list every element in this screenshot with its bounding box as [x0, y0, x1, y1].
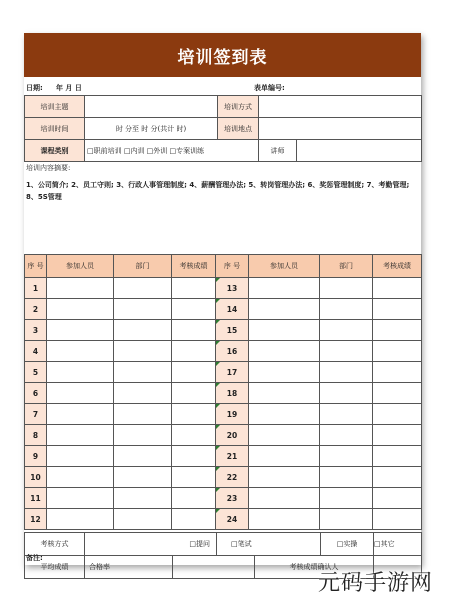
score-cell[interactable] — [373, 320, 422, 341]
score-cell[interactable] — [373, 404, 422, 425]
row-number — [25, 341, 47, 362]
department-cell[interactable] — [320, 404, 373, 425]
date-label: 日期: — [26, 84, 43, 92]
row-number — [25, 425, 47, 446]
assess-option-written[interactable]: □笔试 — [217, 533, 321, 556]
participant-cell[interactable] — [249, 488, 320, 509]
score-cell[interactable] — [172, 320, 216, 341]
participant-cell[interactable] — [249, 299, 320, 320]
location-label: 培训地点 — [218, 118, 259, 140]
participant-cell[interactable] — [249, 362, 320, 383]
table-row — [25, 278, 422, 299]
table-row — [25, 425, 422, 446]
participant-cell[interactable] — [47, 341, 114, 362]
pass-label: 合格率 — [85, 556, 173, 579]
department-cell[interactable] — [114, 425, 172, 446]
cell-flag-icon — [216, 362, 220, 366]
avg-label: 平均成绩 — [25, 556, 85, 579]
score-cell[interactable] — [373, 467, 422, 488]
score-cell[interactable] — [172, 299, 216, 320]
cell-flag-icon — [216, 488, 220, 492]
participant-cell[interactable] — [47, 404, 114, 425]
attendance-header-cell: 部门 — [320, 255, 373, 278]
score-cell[interactable] — [373, 299, 422, 320]
row-number-label: 13 — [226, 283, 238, 293]
table-row — [25, 446, 422, 467]
row-number-label: 5 — [32, 367, 39, 377]
participant-cell[interactable] — [249, 383, 320, 404]
attendance-header-cell: 考核成绩 — [373, 255, 422, 278]
score-cell[interactable] — [172, 404, 216, 425]
time-label: 培训时间 — [25, 118, 85, 140]
method-field[interactable] — [259, 96, 422, 118]
score-cell[interactable] — [172, 467, 216, 488]
training-contents — [26, 159, 419, 253]
row-number — [216, 362, 249, 383]
assess-label: 考核方式 — [25, 533, 85, 556]
department-cell[interactable] — [320, 299, 373, 320]
row-number — [216, 488, 249, 509]
row-number-label: 3 — [32, 325, 39, 335]
attendance-header-cell: 序 号 — [25, 255, 47, 278]
row-number — [216, 446, 249, 467]
lecturer-label: 讲师 — [259, 140, 297, 162]
score-cell[interactable] — [373, 341, 422, 362]
participant-cell[interactable] — [47, 320, 114, 341]
table-row — [25, 362, 422, 383]
attendance-table — [24, 254, 422, 530]
assess-option-ask[interactable]: □提问 — [85, 533, 217, 556]
row-number-label: 7 — [32, 409, 39, 419]
cell-flag-icon — [216, 404, 220, 408]
table-row — [25, 509, 422, 530]
row-number-label: 15 — [226, 325, 238, 335]
score-cell[interactable] — [172, 383, 216, 404]
table-row — [25, 467, 422, 488]
row-number — [216, 299, 249, 320]
department-cell[interactable] — [114, 341, 172, 362]
participant-cell[interactable] — [47, 446, 114, 467]
row-number-label: 19 — [226, 409, 238, 419]
row-number-label: 22 — [226, 472, 238, 482]
score-cell[interactable] — [172, 278, 216, 299]
category-options[interactable]: □职前培训 □内训 □外训 □专案训练 — [85, 140, 259, 162]
department-cell[interactable] — [114, 299, 172, 320]
meta-row — [26, 82, 419, 94]
row-number-label: 1 — [32, 283, 39, 293]
department-cell[interactable] — [320, 509, 373, 530]
row-number-label: 20 — [226, 430, 238, 440]
participant-cell[interactable] — [47, 362, 114, 383]
cell-flag-icon — [216, 467, 220, 471]
date-parts: 年 月 日 — [56, 84, 82, 92]
row-number — [216, 425, 249, 446]
method-label: 培训方式 — [218, 96, 259, 118]
score-cell[interactable] — [373, 362, 422, 383]
table-row — [25, 404, 422, 425]
department-cell[interactable] — [114, 383, 172, 404]
row-number-label: 10 — [30, 472, 41, 482]
participant-cell[interactable] — [249, 509, 320, 530]
remark-label: 备注: — [26, 554, 43, 562]
department-cell[interactable] — [320, 341, 373, 362]
row-number-label: 9 — [32, 451, 39, 461]
score-cell[interactable] — [373, 509, 422, 530]
location-field[interactable] — [259, 118, 422, 140]
score-cell[interactable] — [172, 341, 216, 362]
contents-text: 1、公司简介; 2、员工守则; 3、行政人事管理制度; 4、薪酬管理办法; 5、转岗管理办法; 6、奖惩管理制度; 7、考勤管理; 8、5S管理 — [26, 181, 410, 201]
cell-flag-icon — [216, 509, 220, 513]
table-row — [25, 320, 422, 341]
table-row — [25, 341, 422, 362]
participant-cell[interactable] — [47, 383, 114, 404]
department-cell[interactable] — [320, 278, 373, 299]
department-cell[interactable] — [114, 320, 172, 341]
attendance-header-row — [25, 255, 422, 278]
topic-field[interactable] — [85, 96, 218, 118]
score-cell[interactable] — [373, 446, 422, 467]
department-cell[interactable] — [114, 404, 172, 425]
row-number — [216, 404, 249, 425]
attendance-header-cell: 参加人员 — [47, 255, 114, 278]
participant-cell[interactable] — [249, 425, 320, 446]
department-cell[interactable] — [114, 488, 172, 509]
form-no-label: 表单编号: — [254, 84, 285, 92]
pass-field[interactable] — [173, 556, 255, 579]
assess-option-other[interactable]: □其它 — [374, 533, 422, 556]
department-cell[interactable] — [320, 488, 373, 509]
row-number — [25, 509, 47, 530]
row-number-label: 17 — [226, 367, 238, 377]
participant-cell[interactable] — [47, 299, 114, 320]
department-cell[interactable] — [114, 362, 172, 383]
score-cell[interactable] — [172, 488, 216, 509]
participant-cell[interactable] — [249, 341, 320, 362]
department-cell[interactable] — [114, 278, 172, 299]
row-number-label: 12 — [30, 514, 41, 524]
row-number — [25, 383, 47, 404]
attendance-header-cell: 部门 — [114, 255, 172, 278]
row-number-label: 18 — [226, 388, 238, 398]
cell-flag-icon — [216, 299, 220, 303]
participant-cell[interactable] — [249, 320, 320, 341]
row-number-label: 2 — [32, 304, 39, 314]
participant-cell[interactable] — [47, 467, 114, 488]
sheet-title: 培训签到表 — [24, 33, 421, 77]
row-number — [216, 278, 249, 299]
department-cell[interactable] — [114, 467, 172, 488]
participant-cell[interactable] — [47, 278, 114, 299]
row-number — [25, 467, 47, 488]
cell-flag-icon — [216, 383, 220, 387]
row-number — [216, 509, 249, 530]
department-cell[interactable] — [320, 320, 373, 341]
row-number-label: 21 — [226, 451, 238, 461]
score-cell[interactable] — [172, 362, 216, 383]
table-row — [25, 299, 422, 320]
topic-label: 培训主题 — [25, 96, 85, 118]
cell-flag-icon — [216, 446, 220, 450]
score-cell[interactable] — [373, 488, 422, 509]
row-number-label: 16 — [226, 346, 238, 356]
participant-cell[interactable] — [249, 467, 320, 488]
row-number — [216, 341, 249, 362]
participant-cell[interactable] — [47, 488, 114, 509]
cell-flag-icon — [216, 278, 220, 282]
row-number — [25, 320, 47, 341]
row-number — [25, 404, 47, 425]
row-number — [25, 446, 47, 467]
row-number-label: 23 — [226, 493, 238, 503]
department-cell[interactable] — [114, 446, 172, 467]
score-cell[interactable] — [373, 383, 422, 404]
sign-in-sheet — [24, 33, 421, 571]
participant-cell[interactable] — [47, 425, 114, 446]
cell-flag-icon — [216, 341, 220, 345]
row-number — [216, 383, 249, 404]
row-number — [25, 362, 47, 383]
watermark-text: 元码手游网 — [318, 571, 434, 596]
row-number — [216, 320, 249, 341]
row-number — [25, 278, 47, 299]
assess-option-practice[interactable]: □实操 — [321, 533, 374, 556]
row-number-label: 14 — [226, 304, 238, 314]
score-cell[interactable] — [172, 509, 216, 530]
attendance-header-cell: 参加人员 — [249, 255, 320, 278]
attendance-header-cell: 考核成绩 — [172, 255, 216, 278]
row-number — [216, 467, 249, 488]
score-cell[interactable] — [373, 278, 422, 299]
row-number-label: 24 — [226, 514, 238, 524]
participant-cell[interactable] — [249, 404, 320, 425]
department-cell[interactable] — [320, 425, 373, 446]
time-field[interactable]: 时 分至 时 分(共计 时) — [85, 118, 218, 140]
department-cell[interactable] — [320, 362, 373, 383]
attendance-header-cell: 序 号 — [216, 255, 249, 278]
score-cell[interactable] — [172, 425, 216, 446]
confirm-label: 考核成绩确认人 — [255, 556, 374, 579]
department-cell[interactable] — [320, 383, 373, 404]
participant-cell[interactable] — [249, 278, 320, 299]
participant-cell[interactable] — [47, 509, 114, 530]
row-number-label: 4 — [32, 346, 39, 356]
department-cell[interactable] — [320, 446, 373, 467]
row-number — [25, 299, 47, 320]
row-number-label: 11 — [30, 493, 41, 503]
department-cell[interactable] — [114, 509, 172, 530]
department-cell[interactable] — [320, 467, 373, 488]
row-number — [25, 488, 47, 509]
cell-flag-icon — [216, 320, 220, 324]
table-row — [25, 383, 422, 404]
category-label: 课程类别 — [25, 140, 85, 162]
row-number-label: 6 — [32, 388, 39, 398]
info-table — [24, 95, 422, 162]
cell-flag-icon — [216, 425, 220, 429]
table-row — [25, 488, 422, 509]
score-cell[interactable] — [373, 425, 422, 446]
row-number-label: 8 — [32, 430, 39, 440]
score-cell[interactable] — [172, 446, 216, 467]
contents-label: 培训内容摘要: — [26, 164, 71, 172]
participant-cell[interactable] — [249, 446, 320, 467]
